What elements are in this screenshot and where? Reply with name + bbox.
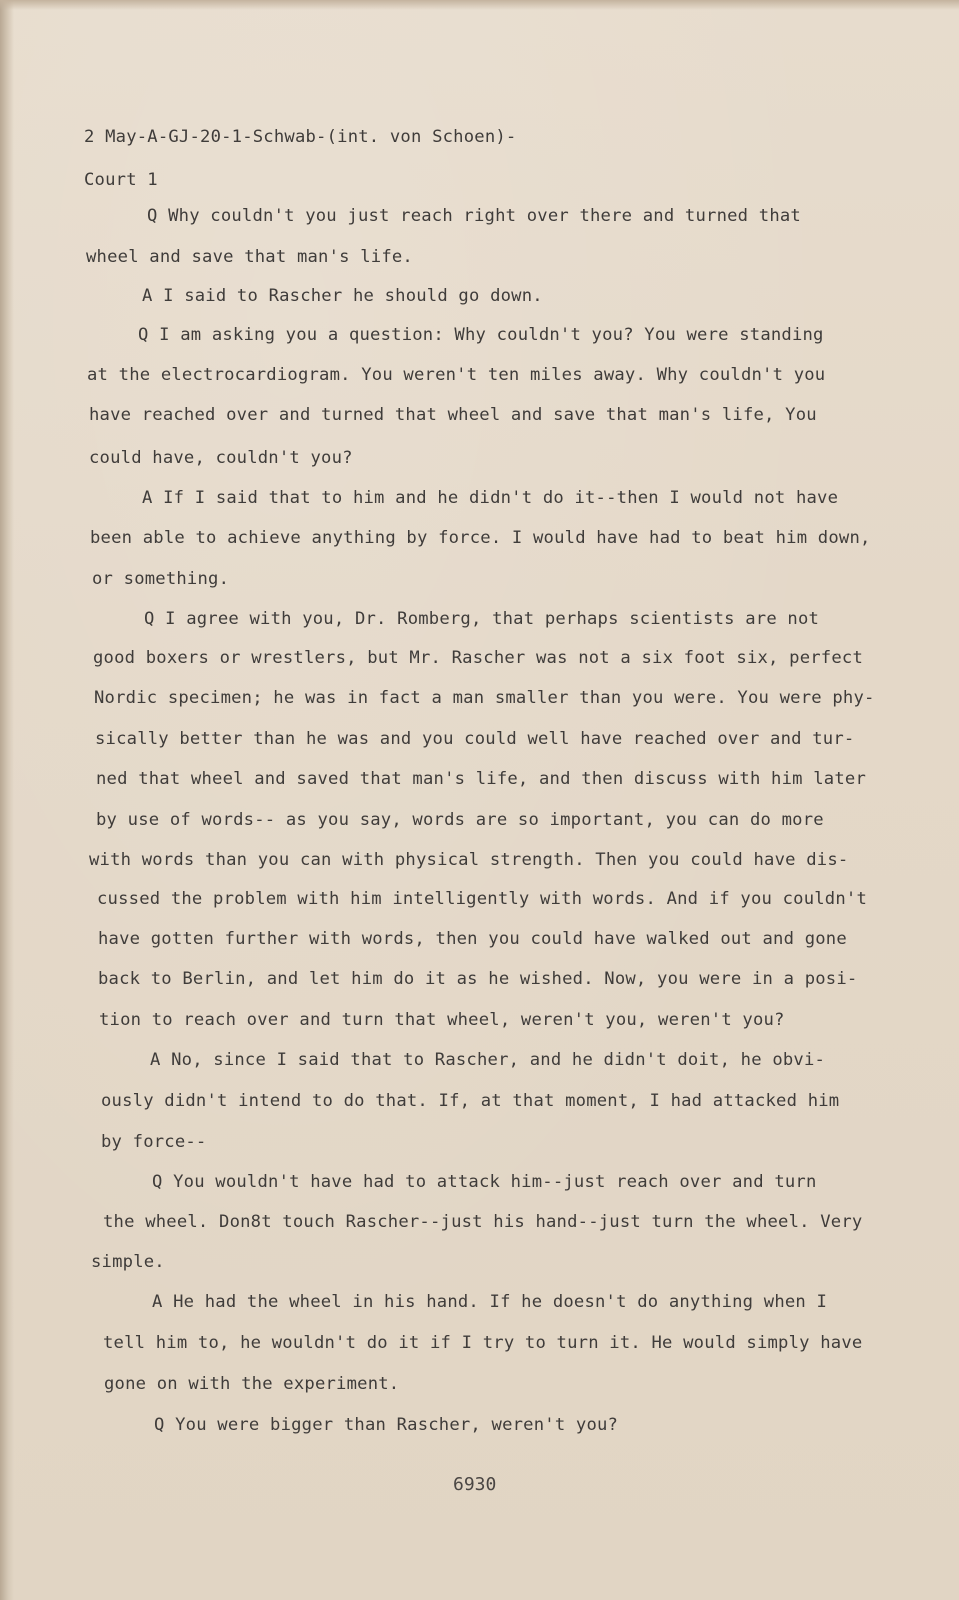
page-number: 6930	[453, 1474, 497, 1495]
transcript-line: A If I said that to him and he didn't do it--then I would not have	[142, 488, 839, 508]
transcript-line: Q You were bigger than Rascher, weren't you?	[154, 1415, 619, 1435]
transcript-line: simple.	[91, 1252, 165, 1272]
transcript-line: sically better than he was and you could well have reached over and tur-	[95, 729, 855, 749]
transcript-line: by use of words-- as you say, words are so important, you can do more	[96, 810, 824, 830]
transcript-line: tion to reach over and turn that wheel, weren't you, weren't you?	[99, 1010, 785, 1030]
transcript-line: have reached over and turned that wheel and save that man's life, You	[89, 405, 817, 425]
transcript-line: good boxers or wrestlers, but Mr. Rascher was not a six foot six, perfect	[93, 648, 863, 668]
transcript-line: gone on with the experiment.	[104, 1374, 400, 1394]
transcript-line: ned that wheel and saved that man's life, and then discuss with him later	[96, 769, 866, 789]
transcript-line: have gotten further with words, then you could have walked out and gone	[98, 929, 847, 949]
transcript-line: A I said to Rascher he should go down.	[142, 286, 543, 306]
transcript-line: with words than you can with physical strength. Then you could have dis-	[89, 850, 849, 870]
transcript-line: by force--	[101, 1132, 207, 1152]
header-line-1: 2 May-A-GJ-20-1-Schwab-(int. von Schoen)-	[84, 127, 517, 147]
transcript-line: tell him to, he wouldn't do it if I try to turn it. He would simply have	[103, 1333, 863, 1353]
paper-edge-left	[0, 0, 14, 1600]
transcript-line: or something.	[92, 569, 230, 589]
transcript-line: Q I am asking you a question: Why couldn't you? You were standing	[138, 325, 824, 345]
transcript-line: A He had the wheel in his hand. If he doesn't do anything when I	[152, 1292, 828, 1312]
transcript-line: at the electrocardiogram. You weren't ten miles away. Why couldn't you	[87, 365, 826, 385]
transcript-line: Q I agree with you, Dr. Romberg, that perhaps scientists are not	[144, 609, 820, 629]
transcript-line: Q You wouldn't have had to attack him--just reach over and turn	[152, 1172, 817, 1192]
transcript-line: been able to achieve anything by force. I would have had to beat him down,	[90, 528, 871, 548]
transcript-line: ously didn't intend to do that. If, at that moment, I had attacked him	[101, 1091, 840, 1111]
paper-edge-top	[0, 0, 959, 10]
transcript-line: could have, couldn't you?	[89, 448, 353, 468]
transcript-line: back to Berlin, and let him do it as he wished. Now, you were in a posi-	[98, 969, 858, 989]
transcript-line: A No, since I said that to Rascher, and he didn't doit, he obvi-	[150, 1050, 826, 1070]
transcript-line: Nordic specimen; he was in fact a man smaller than you were. You were phy-	[94, 688, 875, 708]
transcript-line: Q Why couldn't you just reach right over there and turned that	[147, 206, 801, 226]
transcript-line: wheel and save that man's life.	[86, 247, 413, 267]
header-line-2: Court 1	[84, 170, 158, 190]
transcript-line: the wheel. Don8t touch Rascher--just his hand--just turn the wheel. Very	[103, 1212, 863, 1232]
transcript-line: cussed the problem with him intelligently with words. And if you couldn't	[97, 889, 867, 909]
